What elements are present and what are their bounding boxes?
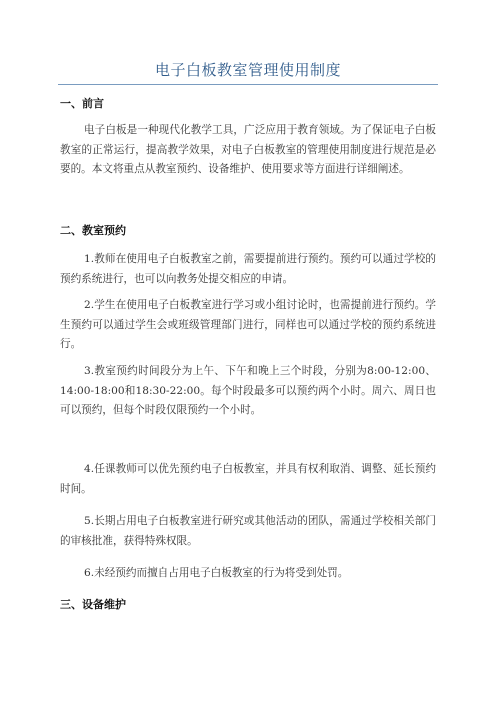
section-heading-booking: 二、教室预约 <box>60 224 126 237</box>
section-heading-preface: 一、前言 <box>60 97 104 110</box>
paragraph-booking-5: 5.长期占用电子白板教室进行研究或其他活动的团队，需通过学校相关部门的审核批准，获得特殊权限。 <box>60 515 436 547</box>
paragraph-booking-4: 4.任课教师可以优先预约电子白板教室，并具有权利取消、调整、延长预约时间。 <box>60 463 436 495</box>
paragraph-preface: 电子白板是一种现代化教学工具，广泛应用于教育领域。为了保证电子白板教室的正常运行，提高教学效果，对电子白板教室的管理使用制度进行规范是必要的。本文将重点从教室预约、设备维护、使用要求等方面进行详细阐述。 <box>60 124 436 175</box>
paragraph-booking-3: 3.教室预约时间段分为上午、下午和晚上三个时段，分别为8:00-12:00、14:00-18:00和18:30-22:00。每个时段最多可以预约两个小时。周六、周日也可以预约，但每个时段仅限预约一个小时。 <box>60 365 436 416</box>
section-heading-maintenance: 三、设备维护 <box>60 598 126 611</box>
paragraph-booking-2: 2.学生在使用电子白板教室进行学习或小组讨论时，也需提前进行预约。学生预约可以通过学生会或班级管理部门进行，同样也可以通过学校的预约系统进行。 <box>60 299 436 350</box>
document-title: 电子白板教室管理使用制度 <box>154 61 341 79</box>
title-underline <box>58 84 438 85</box>
paragraph-booking-6: 6.未经预约而擅自占用电子白板教室的行为将受到处罚。 <box>84 567 349 579</box>
paragraph-booking-1: 1.教师在使用电子白板教室之前，需要提前进行预约。预约可以通过学校的预约系统进行，也可以向教务处提交相应的申请。 <box>60 253 436 285</box>
